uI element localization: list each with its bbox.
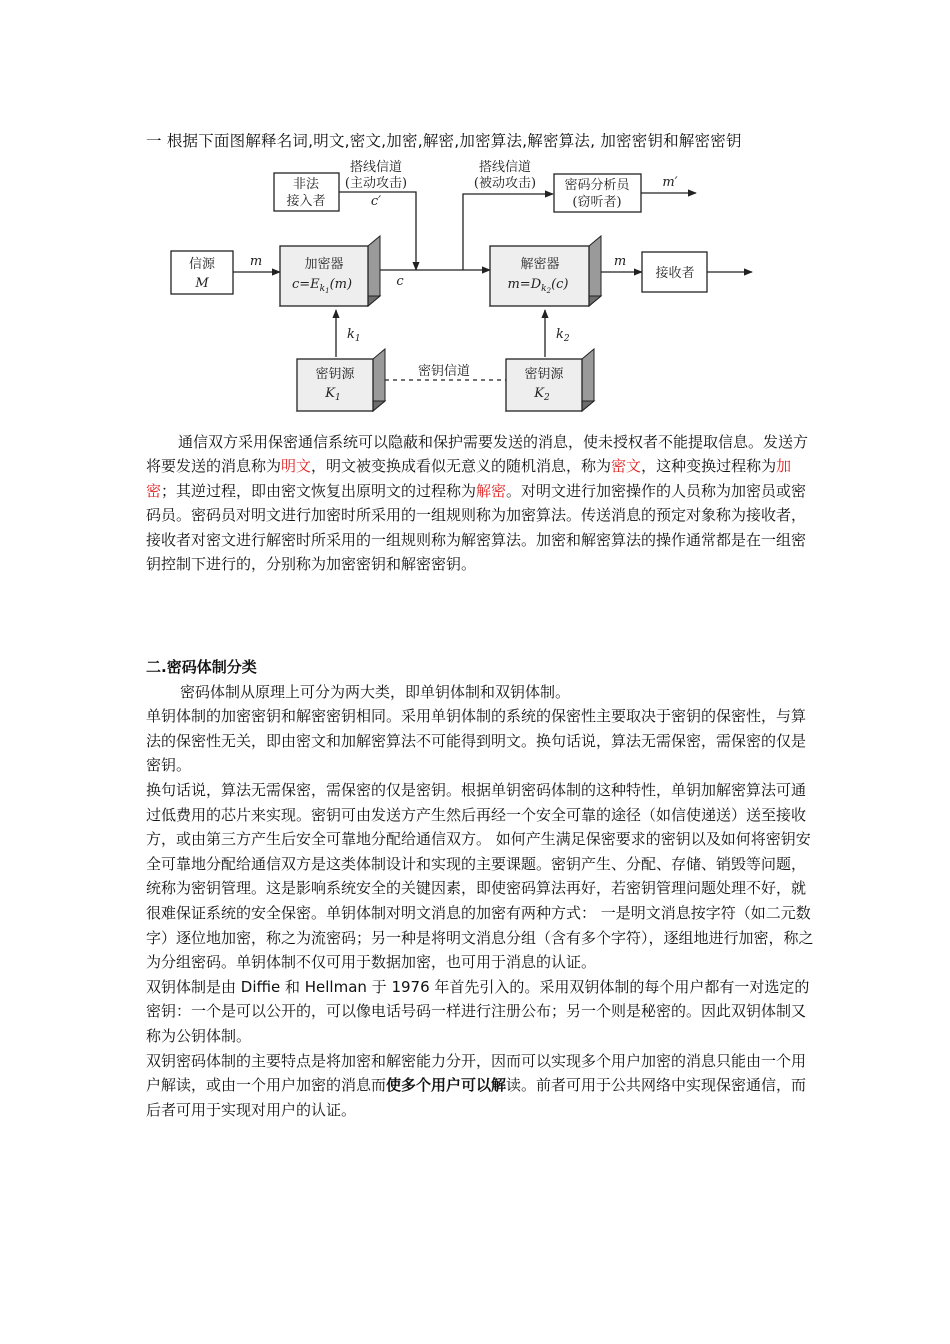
term-encryption: 加密 <box>146 457 792 500</box>
features-text-a: 双钥密码体制的主要特点是将加密和解密能力分开，因而可以实现多个用户加密的消息只能由一个用户解读，或由一个用户加密的消息而 <box>146 1051 807 1095</box>
k1-label: $k_1$ <box>347 327 361 344</box>
intruder-label-2: 接入者 <box>286 194 326 209</box>
source-label-1: 信源 <box>188 257 216 272</box>
key-channel-label: 密钥信道 <box>417 364 471 379</box>
single-key-paragraph: 单钥体制的加密密钥和解密密钥相同。采用单钥体制的系统的保密性主要取决于密钥的保密性，与算法的保密性无关，即由密文和加解密算法不可能得到明文。换句话说，算法无需保密，需保密的仅是密钥。 <box>146 707 807 775</box>
para1-text-4: ；其逆过程，即由密文恢复出原明文的过程称为 <box>161 481 477 500</box>
crypto-system-diagram <box>0 0 950 430</box>
section-2-intro-text: 密码体制从原理上可分为两大类，即单钥体制和双钥体制。 <box>180 682 571 701</box>
m-prime-label: m′ <box>662 175 678 190</box>
encryptor-label-1: 加密器 <box>304 257 344 272</box>
para1-text-3: ，这种变换过程称为 <box>641 457 777 476</box>
question-1-heading: 一 根据下面图解释名词,明文,密文,加密,解密,加密算法,解密算法, 加密密钥和解密密钥 <box>146 132 742 150</box>
key-source-1-label-2: $K_1$ <box>325 386 341 403</box>
section-2-intro <box>146 680 820 705</box>
tap-active-label-2: (主动攻击) <box>344 176 408 191</box>
section-2-heading: 二.密码体制分类 <box>146 658 257 676</box>
encryptor-label-2: $c=E_k1(m)$ <box>291 277 353 295</box>
key-source-1-label-1: 密钥源 <box>315 367 355 382</box>
term-plaintext: 明文 <box>281 457 312 476</box>
single-key-paragraph-2: 换句话说，算法无需保密，需保密的仅是密钥。根据单钥密码体制的这种特性，单钥加解密算法可通过低费用的芯片来实现。密钥可由发送方产生然后再经一个安全可靠的途径（如信使递送）送至接收方，或由第三方产生后安全可靠地分配给通信双方。 如何产生满足保密要求的密钥以及如何将密钥安全可靠地分配给通信双方是这类体制设计和实现的主要课题。密钥产生、分配、存储、销毁等问题，统称为密钥管理。这是影响系统安全的关键因素，即使密码算法再好，若密钥管理问题处理不好，就很难保证系统的安全保密。单钥体制对明文消息的加密有两种方式： 一是明文消息按字符（如二元数字）逐位地加密，称之为流密码；另一种是将明文消息分组（含有多个字符），逐组地进行加密，称之为分组密码。单钥体制不仅可用于数据加密，也可用于消息的认证。 <box>146 780 814 972</box>
key-source-2-label-2: $K_2$ <box>534 386 550 403</box>
term-decryption: 解密 <box>476 481 507 500</box>
analyst-label-2: (窃听者) <box>572 195 622 210</box>
analyst-label-1: 密码分析员 <box>564 178 630 193</box>
features-text-b: 读。前者可用于公共网络中实现保密通信，而后者可用于实现对用户的认证。 <box>146 1076 807 1119</box>
c-prime-label: c′ <box>370 194 382 209</box>
key-source-2-label-1: 密钥源 <box>524 367 564 382</box>
tap-passive-label-1: 搭线信道 <box>478 160 532 175</box>
definitions-paragraph <box>146 430 812 576</box>
intruder-label-1: 非法 <box>292 177 320 192</box>
para1-text-2: ，明文被变换成看似无意义的随机消息，称为 <box>311 457 612 476</box>
double-key-features-paragraph <box>146 1049 820 1123</box>
m-label-1: m <box>249 254 263 269</box>
receiver-label: 接收者 <box>655 266 695 281</box>
decryptor-label-2: $m=D_k2(c)$ <box>507 277 569 295</box>
k2-label: $k_2$ <box>556 327 570 344</box>
para1-text-1: 通信双方采用保密通信系统可以隐蔽和保护需要发送的消息，使未授权者不能提取信息。发送方将要发送的消息称为 <box>146 433 809 476</box>
term-ciphertext: 密文 <box>611 457 642 476</box>
features-text-bold: 使多个用户可以解 <box>386 1076 507 1095</box>
para1-text-5: 。对明文进行加密操作的人员称为加密员或密码员。密码员对明文进行加密时所采用的一组规则称为加密算法。传送消息的预定对象称为接收者，接收者对密文进行解密时所采用的一组规则称为解密算法。加密和解密算法的操作通常都是在一组密钥控制下进行的，分别称为加密密钥和解密密钥。 <box>146 481 807 574</box>
c-label: c <box>396 274 404 289</box>
tap-active-label-1: 搭线信道 <box>349 160 403 175</box>
double-key-paragraph: 双钥体制是由 Diffie 和 Hellman 于 1976 年首先引入的。采用双钥体制的每个用户都有一对选定的密钥：一个是可以公开的，可以像电话号码一样进行注册公布；另一个则是秘密的。因此双钥体制又称为公钥体制。 <box>146 977 810 1045</box>
m-label-2: m <box>613 254 627 269</box>
decryptor-label-1: 解密器 <box>520 257 560 272</box>
source-label-2: M <box>195 276 209 291</box>
section-2 <box>146 655 820 1122</box>
tap-passive-label-2: (被动攻击) <box>473 176 537 191</box>
